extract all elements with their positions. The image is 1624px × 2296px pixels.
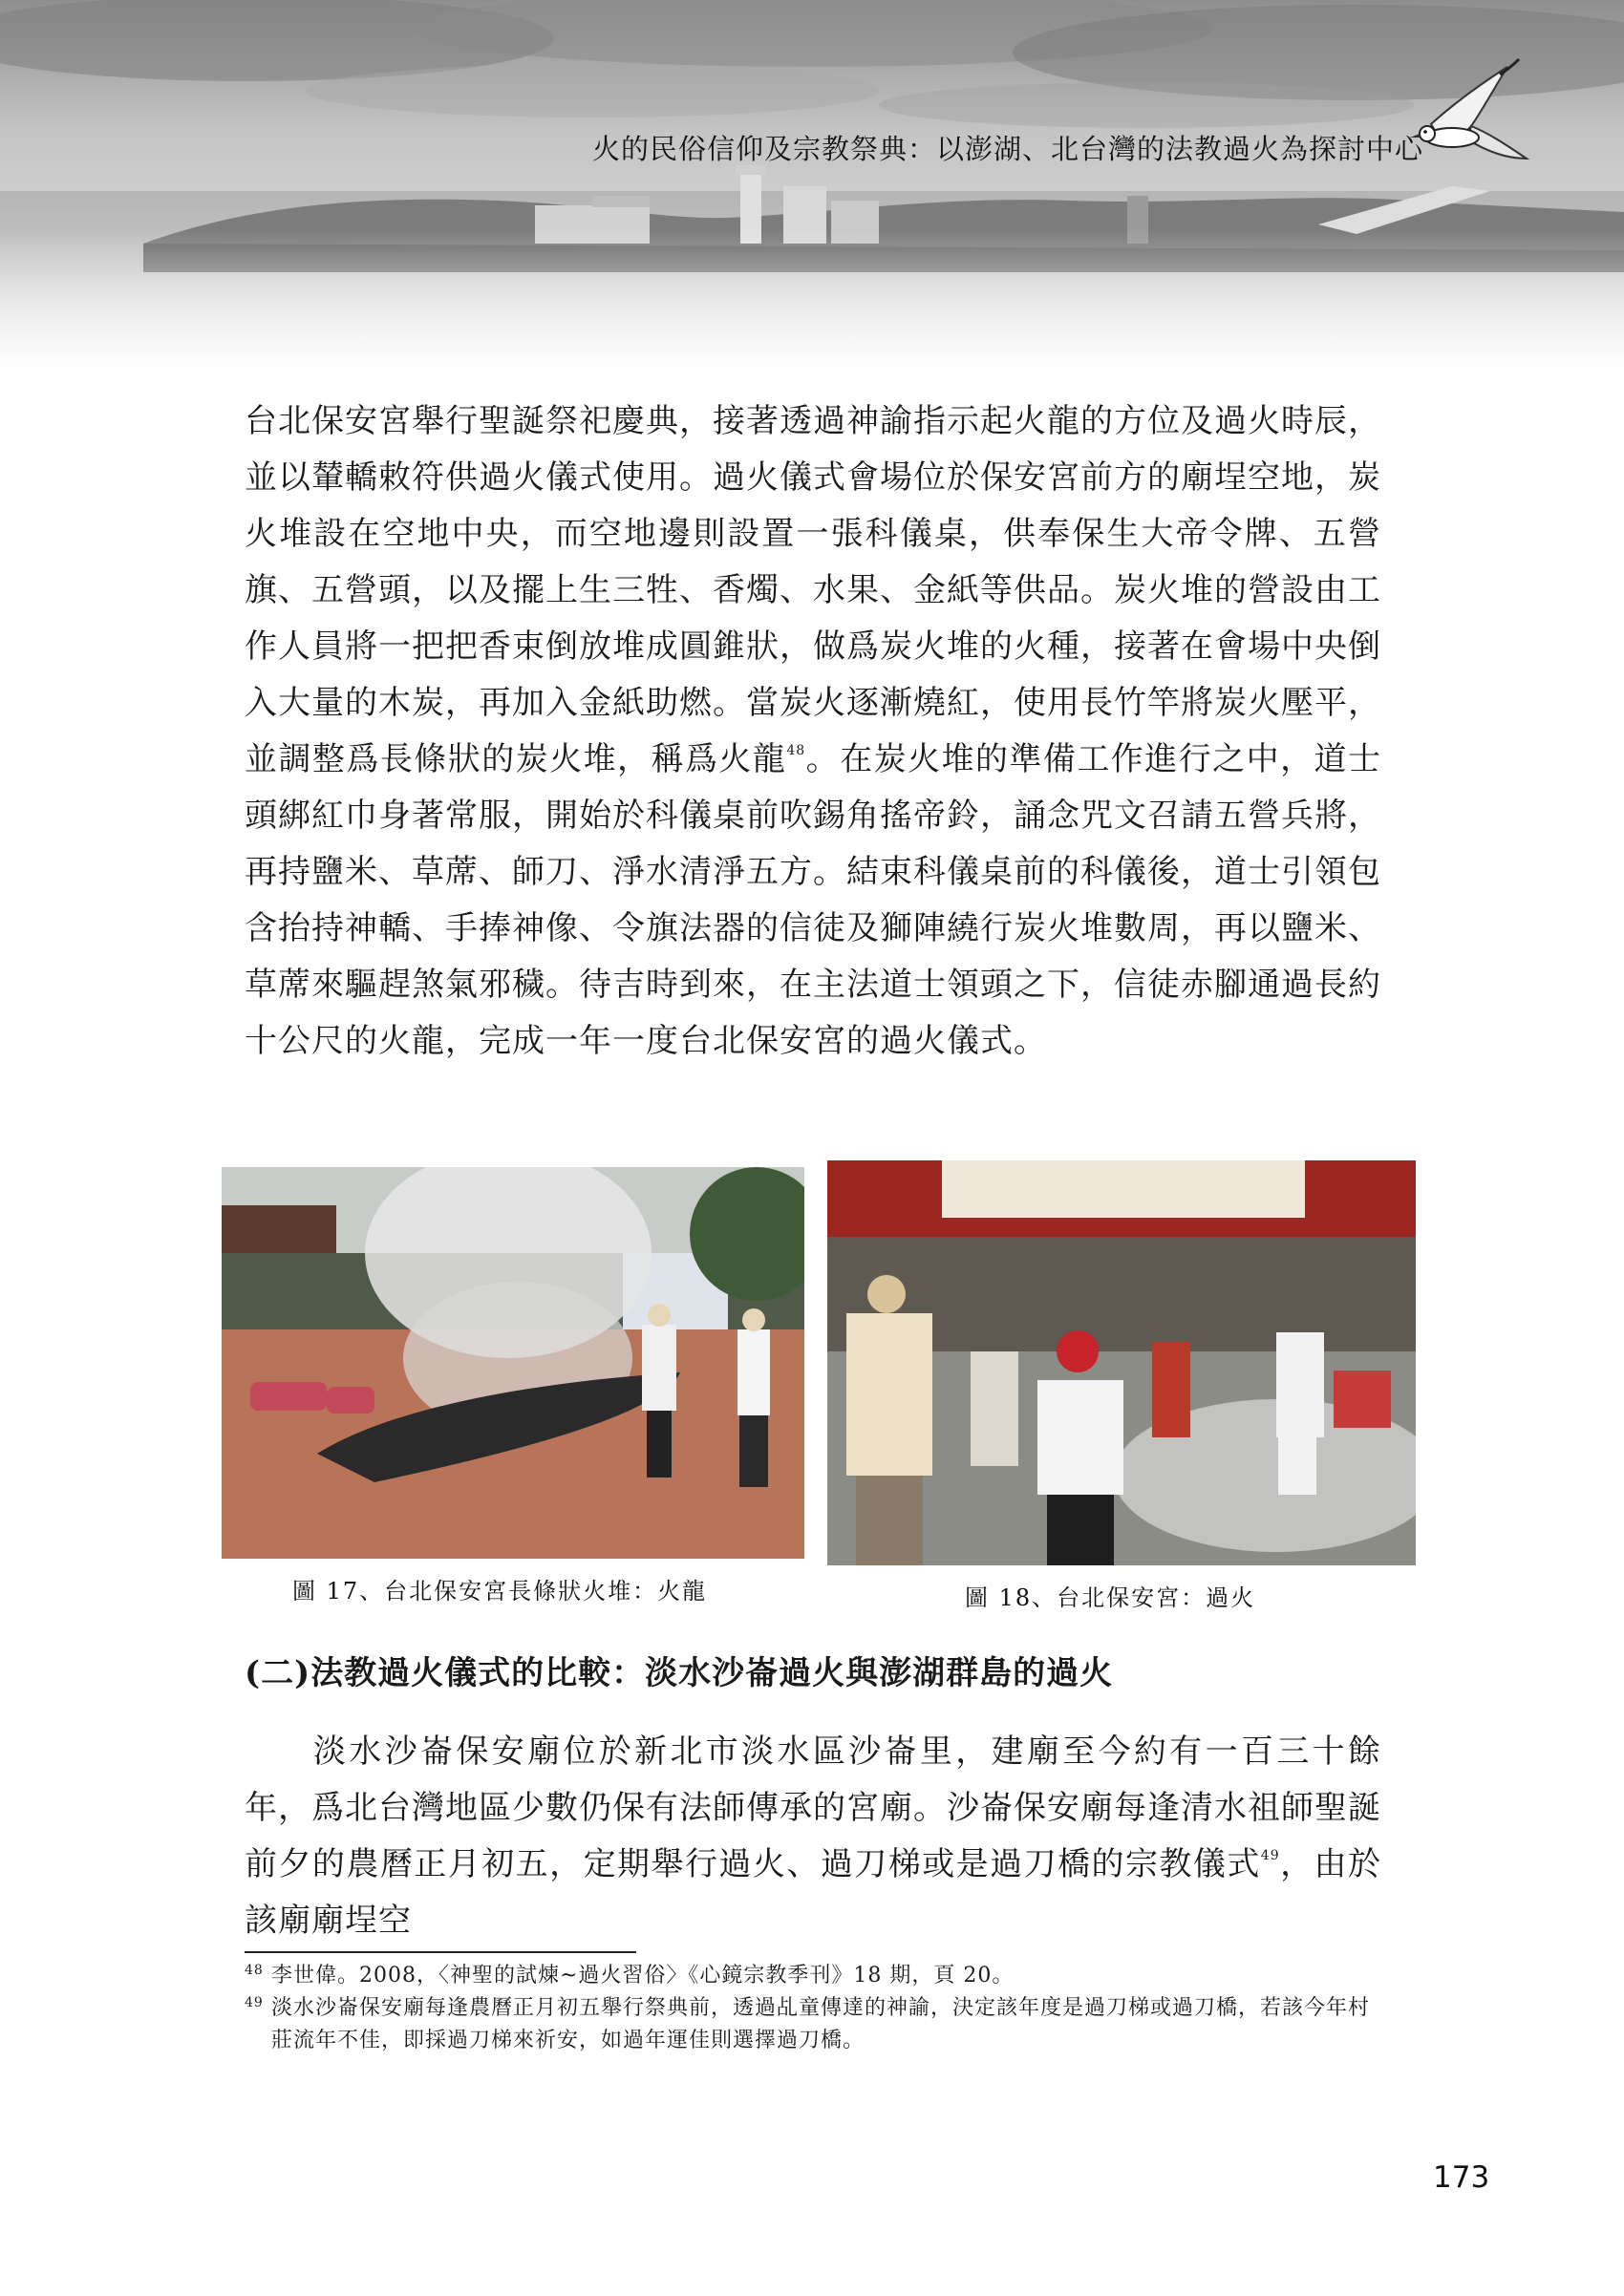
paragraph-text-continued: 。在炭火堆的準備工作進行之中，道士頭綁紅巾身著常服，開始於科儀桌前吹錫角搖帝鈴，誦念咒文召請五營兵將，再持鹽米、草蓆、師刀、淨水清淨五方。結束科儀桌前的科儀後，道士引領包含抬持神轎、手捧神像、令旗法器的信徒及獅陣繞行炭火堆數周，再以鹽米、草蓆來驅趕煞氣邪穢。待吉時到來，在主法道士領頭之下，信徒赤腳通過長約十公尺的火龍，完成一年一度台北保安宮的過火儀式。 bbox=[245, 740, 1382, 1060]
page-number: 173 bbox=[1433, 2160, 1490, 2195]
footnote-text: 李世偉。2008，〈神聖的試煉~過火習俗〉《心鏡宗教季刊》18 期，頁 20。 bbox=[271, 1964, 1015, 1988]
figure-17-caption: 圖 17、台北保安宮長條狀火堆：火龍 bbox=[292, 1578, 708, 1605]
footnote-ref[interactable]: 48 bbox=[786, 743, 806, 758]
header-banner bbox=[0, 0, 1624, 372]
body-paragraph bbox=[245, 1724, 1381, 1949]
figure-17-photo bbox=[222, 1167, 804, 1559]
seascape-banner-image bbox=[0, 0, 1624, 372]
footnote-ref[interactable]: 49 bbox=[1260, 1848, 1280, 1863]
footnotes bbox=[245, 1960, 1381, 2057]
footnote-number: 48 bbox=[245, 1963, 264, 1978]
body-paragraph bbox=[245, 393, 1381, 1070]
running-title: 火的民俗信仰及宗教祭典：以澎湖、北台灣的法教過火為探討中心 bbox=[591, 133, 1423, 165]
figure-18-photo bbox=[827, 1160, 1416, 1565]
figure-18-caption: 圖 18、台北保安宮：過火 bbox=[965, 1584, 1256, 1611]
footnote-item bbox=[245, 1992, 1381, 2057]
footnote-item bbox=[245, 1960, 1381, 1992]
footnote-text: 淡水沙崙保安廟每逢農曆正月初五舉行祭典前，透過乩童傳達的神諭，決定該年度是過刀梯或過刀橋，若該今年村莊流年不佳，即採過刀梯來祈安，如過年運佳則選擇過刀橋。 bbox=[271, 1996, 1371, 2052]
paragraph-text-continued: ，由於該廟廟埕空 bbox=[245, 1845, 1382, 1940]
section-heading: (二)法教過火儀式的比較：淡水沙崙過火與澎湖群島的過火 bbox=[245, 1654, 1114, 1692]
paragraph-text: 台北保安宮舉行聖誕祭祀慶典，接著透過神諭指示起火龍的方位及過火時辰，並以輦轎敕符供過火儀式使用。過火儀式會場位於保安宮前方的廟埕空地，炭火堆設在空地中央，而空地邊則設置一張科儀桌，供奉保生大帝令牌、五營旗、五營頭，以及擺上生三牲、香燭、水果、金紙等供品。炭火堆的營設由工作人員將一把把香束倒放堆成圓錐狀，做爲炭火堆的火種，接著在會場中央倒入大量的木炭，再加入金紙助燃。當炭火逐漸燒紅，使用長竹竿將炭火壓平，並調整爲長條狀的炭火堆，稱爲火龍 bbox=[245, 402, 1381, 778]
footnote-separator bbox=[245, 1951, 636, 1953]
paragraph-text: 淡水沙崙保安廟位於新北市淡水區沙崙里，建廟至今約有一百三十餘年，爲北台灣地區少數仍保有法師傳承的宮廟。沙崙保安廟每逢清水祖師聖誕前夕的農曆正月初五，定期舉行過火、過刀梯或是過刀橋的宗教儀式 bbox=[245, 1733, 1381, 1883]
footnote-number: 49 bbox=[245, 1995, 264, 2010]
